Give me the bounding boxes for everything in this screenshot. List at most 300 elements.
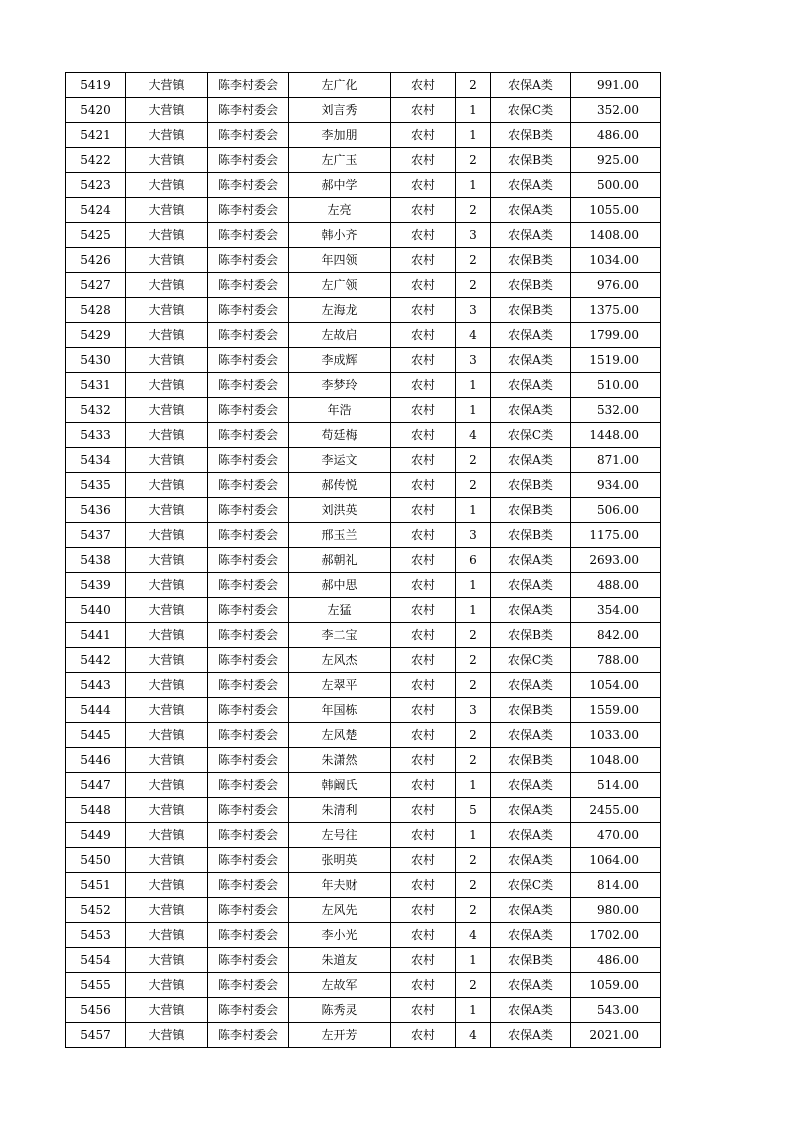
cell-amount: 871.00 <box>571 448 661 473</box>
cell-town: 大营镇 <box>126 323 208 348</box>
cell-town: 大营镇 <box>126 148 208 173</box>
cell-category: 农保A类 <box>491 198 571 223</box>
cell-name: 左风楚 <box>289 723 391 748</box>
cell-name: 左风杰 <box>289 648 391 673</box>
cell-count: 1 <box>456 948 491 973</box>
cell-amount: 1059.00 <box>571 973 661 998</box>
cell-category: 农保A类 <box>491 998 571 1023</box>
cell-category: 农保A类 <box>491 548 571 573</box>
cell-id: 5438 <box>66 548 126 573</box>
table-row <box>66 123 661 148</box>
table-row <box>66 873 661 898</box>
cell-town: 大营镇 <box>126 873 208 898</box>
cell-town: 大营镇 <box>126 398 208 423</box>
cell-type: 农村 <box>391 773 456 798</box>
cell-village: 陈李村委会 <box>208 573 289 598</box>
cell-id: 5448 <box>66 798 126 823</box>
cell-town: 大营镇 <box>126 573 208 598</box>
cell-category: 农保A类 <box>491 923 571 948</box>
cell-count: 1 <box>456 498 491 523</box>
cell-type: 农村 <box>391 523 456 548</box>
cell-name: 苟廷梅 <box>289 423 391 448</box>
cell-id: 5427 <box>66 273 126 298</box>
cell-town: 大营镇 <box>126 173 208 198</box>
cell-category: 农保A类 <box>491 1023 571 1048</box>
cell-type: 农村 <box>391 723 456 748</box>
cell-category: 农保A类 <box>491 448 571 473</box>
cell-id: 5433 <box>66 423 126 448</box>
cell-name: 郝传悦 <box>289 473 391 498</box>
cell-village: 陈李村委会 <box>208 198 289 223</box>
cell-village: 陈李村委会 <box>208 248 289 273</box>
table-row <box>66 348 661 373</box>
cell-name: 李成辉 <box>289 348 391 373</box>
cell-category: 农保A类 <box>491 323 571 348</box>
cell-village: 陈李村委会 <box>208 1023 289 1048</box>
cell-name: 李小光 <box>289 923 391 948</box>
cell-amount: 980.00 <box>571 898 661 923</box>
cell-type: 农村 <box>391 623 456 648</box>
cell-category: 农保A类 <box>491 898 571 923</box>
cell-town: 大营镇 <box>126 673 208 698</box>
table-row <box>66 698 661 723</box>
cell-count: 1 <box>456 123 491 148</box>
cell-name: 左号往 <box>289 823 391 848</box>
cell-id: 5455 <box>66 973 126 998</box>
cell-name: 邢玉兰 <box>289 523 391 548</box>
cell-name: 左开芳 <box>289 1023 391 1048</box>
cell-village: 陈李村委会 <box>208 673 289 698</box>
cell-id: 5422 <box>66 148 126 173</box>
cell-amount: 1799.00 <box>571 323 661 348</box>
cell-village: 陈李村委会 <box>208 548 289 573</box>
cell-type: 农村 <box>391 473 456 498</box>
table-row <box>66 848 661 873</box>
cell-id: 5444 <box>66 698 126 723</box>
cell-id: 5441 <box>66 623 126 648</box>
benefits-table <box>65 72 661 1048</box>
cell-category: 农保B类 <box>491 123 571 148</box>
table-row <box>66 998 661 1023</box>
cell-town: 大营镇 <box>126 823 208 848</box>
cell-type: 农村 <box>391 648 456 673</box>
cell-count: 2 <box>456 473 491 498</box>
cell-category: 农保B类 <box>491 473 571 498</box>
table-row <box>66 373 661 398</box>
cell-id: 5450 <box>66 848 126 873</box>
table-row <box>66 648 661 673</box>
cell-town: 大营镇 <box>126 998 208 1023</box>
table-row <box>66 423 661 448</box>
cell-name: 李梦玲 <box>289 373 391 398</box>
cell-village: 陈李村委会 <box>208 623 289 648</box>
cell-id: 5423 <box>66 173 126 198</box>
cell-category: 农保A类 <box>491 823 571 848</box>
cell-type: 农村 <box>391 823 456 848</box>
cell-count: 5 <box>456 798 491 823</box>
cell-id: 5449 <box>66 823 126 848</box>
cell-count: 3 <box>456 348 491 373</box>
cell-name: 朱道友 <box>289 948 391 973</box>
cell-category: 农保A类 <box>491 573 571 598</box>
table-row <box>66 173 661 198</box>
cell-count: 1 <box>456 998 491 1023</box>
cell-category: 农保A类 <box>491 673 571 698</box>
cell-category: 农保B类 <box>491 698 571 723</box>
cell-name: 年国栋 <box>289 698 391 723</box>
table-row <box>66 273 661 298</box>
cell-type: 农村 <box>391 398 456 423</box>
cell-amount: 1448.00 <box>571 423 661 448</box>
cell-id: 5424 <box>66 198 126 223</box>
cell-amount: 842.00 <box>571 623 661 648</box>
cell-type: 农村 <box>391 998 456 1023</box>
table-row <box>66 148 661 173</box>
cell-count: 1 <box>456 98 491 123</box>
cell-village: 陈李村委会 <box>208 973 289 998</box>
cell-amount: 1702.00 <box>571 923 661 948</box>
cell-amount: 1064.00 <box>571 848 661 873</box>
cell-name: 年夫财 <box>289 873 391 898</box>
cell-amount: 500.00 <box>571 173 661 198</box>
cell-village: 陈李村委会 <box>208 323 289 348</box>
cell-count: 2 <box>456 148 491 173</box>
cell-amount: 1559.00 <box>571 698 661 723</box>
cell-type: 农村 <box>391 73 456 98</box>
cell-count: 2 <box>456 648 491 673</box>
cell-count: 3 <box>456 523 491 548</box>
cell-name: 韩阚氏 <box>289 773 391 798</box>
table-row <box>66 823 661 848</box>
table-row <box>66 473 661 498</box>
cell-amount: 991.00 <box>571 73 661 98</box>
cell-town: 大营镇 <box>126 698 208 723</box>
cell-type: 农村 <box>391 198 456 223</box>
cell-village: 陈李村委会 <box>208 373 289 398</box>
cell-count: 1 <box>456 573 491 598</box>
cell-town: 大营镇 <box>126 1023 208 1048</box>
cell-id: 5428 <box>66 298 126 323</box>
cell-id: 5426 <box>66 248 126 273</box>
table-row <box>66 1023 661 1048</box>
cell-type: 农村 <box>391 223 456 248</box>
table-row <box>66 298 661 323</box>
cell-village: 陈李村委会 <box>208 73 289 98</box>
cell-id: 5421 <box>66 123 126 148</box>
cell-name: 李运文 <box>289 448 391 473</box>
cell-count: 2 <box>456 448 491 473</box>
cell-category: 农保A类 <box>491 798 571 823</box>
cell-amount: 925.00 <box>571 148 661 173</box>
cell-id: 5447 <box>66 773 126 798</box>
table-row <box>66 748 661 773</box>
cell-village: 陈李村委会 <box>208 848 289 873</box>
cell-id: 5453 <box>66 923 126 948</box>
cell-amount: 976.00 <box>571 273 661 298</box>
cell-amount: 514.00 <box>571 773 661 798</box>
cell-count: 2 <box>456 73 491 98</box>
cell-count: 4 <box>456 1023 491 1048</box>
cell-category: 农保A类 <box>491 73 571 98</box>
table-row <box>66 323 661 348</box>
cell-id: 5437 <box>66 523 126 548</box>
table-row <box>66 773 661 798</box>
cell-village: 陈李村委会 <box>208 348 289 373</box>
cell-category: 农保A类 <box>491 348 571 373</box>
cell-name: 年浩 <box>289 398 391 423</box>
cell-category: 农保B类 <box>491 948 571 973</box>
cell-count: 2 <box>456 673 491 698</box>
cell-type: 农村 <box>391 548 456 573</box>
cell-town: 大营镇 <box>126 773 208 798</box>
cell-type: 农村 <box>391 698 456 723</box>
cell-type: 农村 <box>391 98 456 123</box>
cell-village: 陈李村委会 <box>208 723 289 748</box>
cell-type: 农村 <box>391 498 456 523</box>
cell-amount: 510.00 <box>571 373 661 398</box>
table-row <box>66 798 661 823</box>
cell-name: 朱潇然 <box>289 748 391 773</box>
cell-town: 大营镇 <box>126 798 208 823</box>
cell-type: 农村 <box>391 123 456 148</box>
cell-amount: 470.00 <box>571 823 661 848</box>
cell-id: 5439 <box>66 573 126 598</box>
cell-amount: 488.00 <box>571 573 661 598</box>
cell-name: 左海龙 <box>289 298 391 323</box>
cell-village: 陈李村委会 <box>208 273 289 298</box>
cell-category: 农保A类 <box>491 398 571 423</box>
cell-town: 大营镇 <box>126 748 208 773</box>
table-row <box>66 948 661 973</box>
cell-category: 农保A类 <box>491 848 571 873</box>
cell-category: 农保A类 <box>491 973 571 998</box>
cell-amount: 2021.00 <box>571 1023 661 1048</box>
cell-id: 5446 <box>66 748 126 773</box>
cell-type: 农村 <box>391 448 456 473</box>
cell-id: 5435 <box>66 473 126 498</box>
cell-type: 农村 <box>391 948 456 973</box>
cell-count: 3 <box>456 223 491 248</box>
cell-village: 陈李村委会 <box>208 873 289 898</box>
cell-count: 2 <box>456 873 491 898</box>
cell-type: 农村 <box>391 798 456 823</box>
cell-id: 5420 <box>66 98 126 123</box>
cell-village: 陈李村委会 <box>208 448 289 473</box>
cell-village: 陈李村委会 <box>208 798 289 823</box>
table-row <box>66 673 661 698</box>
cell-type: 农村 <box>391 898 456 923</box>
cell-category: 农保C类 <box>491 98 571 123</box>
cell-amount: 788.00 <box>571 648 661 673</box>
cell-id: 5442 <box>66 648 126 673</box>
cell-village: 陈李村委会 <box>208 98 289 123</box>
cell-name: 韩小齐 <box>289 223 391 248</box>
cell-count: 2 <box>456 723 491 748</box>
table-row <box>66 623 661 648</box>
cell-type: 农村 <box>391 573 456 598</box>
cell-name: 左故启 <box>289 323 391 348</box>
cell-village: 陈李村委会 <box>208 148 289 173</box>
cell-id: 5430 <box>66 348 126 373</box>
cell-town: 大营镇 <box>126 198 208 223</box>
cell-count: 2 <box>456 198 491 223</box>
cell-name: 左猛 <box>289 598 391 623</box>
cell-amount: 352.00 <box>571 98 661 123</box>
cell-name: 陈秀灵 <box>289 998 391 1023</box>
cell-category: 农保A类 <box>491 373 571 398</box>
cell-count: 6 <box>456 548 491 573</box>
cell-category: 农保B类 <box>491 498 571 523</box>
cell-count: 3 <box>456 698 491 723</box>
cell-amount: 506.00 <box>571 498 661 523</box>
cell-town: 大营镇 <box>126 648 208 673</box>
cell-name: 左翠平 <box>289 673 391 698</box>
cell-type: 农村 <box>391 748 456 773</box>
cell-category: 农保B类 <box>491 298 571 323</box>
cell-village: 陈李村委会 <box>208 698 289 723</box>
cell-amount: 486.00 <box>571 123 661 148</box>
table-row <box>66 198 661 223</box>
cell-id: 5431 <box>66 373 126 398</box>
cell-category: 农保B类 <box>491 148 571 173</box>
cell-category: 农保A类 <box>491 598 571 623</box>
cell-village: 陈李村委会 <box>208 998 289 1023</box>
cell-name: 左广化 <box>289 73 391 98</box>
cell-id: 5440 <box>66 598 126 623</box>
cell-village: 陈李村委会 <box>208 173 289 198</box>
table-row <box>66 598 661 623</box>
cell-amount: 1033.00 <box>571 723 661 748</box>
cell-name: 郝朝礼 <box>289 548 391 573</box>
cell-name: 左风先 <box>289 898 391 923</box>
cell-count: 1 <box>456 598 491 623</box>
cell-count: 2 <box>456 898 491 923</box>
cell-name: 刘洪英 <box>289 498 391 523</box>
cell-amount: 2693.00 <box>571 548 661 573</box>
cell-amount: 354.00 <box>571 598 661 623</box>
table-row <box>66 223 661 248</box>
table-row <box>66 73 661 98</box>
cell-type: 农村 <box>391 423 456 448</box>
cell-count: 2 <box>456 748 491 773</box>
table-row <box>66 98 661 123</box>
cell-id: 5454 <box>66 948 126 973</box>
table-row <box>66 523 661 548</box>
cell-type: 农村 <box>391 348 456 373</box>
cell-id: 5432 <box>66 398 126 423</box>
cell-town: 大营镇 <box>126 623 208 648</box>
table-row <box>66 923 661 948</box>
cell-category: 农保B类 <box>491 248 571 273</box>
cell-count: 2 <box>456 248 491 273</box>
cell-type: 农村 <box>391 598 456 623</box>
cell-id: 5436 <box>66 498 126 523</box>
cell-type: 农村 <box>391 673 456 698</box>
table-row <box>66 398 661 423</box>
cell-id: 5445 <box>66 723 126 748</box>
cell-name: 郝中思 <box>289 573 391 598</box>
cell-village: 陈李村委会 <box>208 948 289 973</box>
cell-type: 农村 <box>391 298 456 323</box>
cell-village: 陈李村委会 <box>208 923 289 948</box>
cell-town: 大营镇 <box>126 973 208 998</box>
cell-village: 陈李村委会 <box>208 773 289 798</box>
cell-amount: 1055.00 <box>571 198 661 223</box>
cell-category: 农保B类 <box>491 523 571 548</box>
cell-id: 5419 <box>66 73 126 98</box>
cell-count: 4 <box>456 323 491 348</box>
cell-id: 5457 <box>66 1023 126 1048</box>
cell-village: 陈李村委会 <box>208 523 289 548</box>
cell-category: 农保C类 <box>491 423 571 448</box>
cell-count: 1 <box>456 173 491 198</box>
cell-village: 陈李村委会 <box>208 598 289 623</box>
cell-category: 农保C类 <box>491 648 571 673</box>
cell-id: 5452 <box>66 898 126 923</box>
cell-count: 1 <box>456 373 491 398</box>
cell-village: 陈李村委会 <box>208 423 289 448</box>
cell-count: 4 <box>456 423 491 448</box>
cell-name: 左亮 <box>289 198 391 223</box>
table-row <box>66 548 661 573</box>
cell-type: 农村 <box>391 248 456 273</box>
cell-town: 大营镇 <box>126 373 208 398</box>
cell-amount: 486.00 <box>571 948 661 973</box>
cell-town: 大营镇 <box>126 498 208 523</box>
cell-id: 5443 <box>66 673 126 698</box>
cell-town: 大营镇 <box>126 223 208 248</box>
cell-town: 大营镇 <box>126 248 208 273</box>
cell-type: 农村 <box>391 873 456 898</box>
cell-town: 大营镇 <box>126 123 208 148</box>
cell-name: 年四领 <box>289 248 391 273</box>
cell-type: 农村 <box>391 323 456 348</box>
cell-village: 陈李村委会 <box>208 298 289 323</box>
cell-town: 大营镇 <box>126 723 208 748</box>
cell-category: 农保B类 <box>491 748 571 773</box>
cell-category: 农保A类 <box>491 773 571 798</box>
cell-category: 农保A类 <box>491 223 571 248</box>
cell-town: 大营镇 <box>126 598 208 623</box>
cell-name: 朱清利 <box>289 798 391 823</box>
cell-name: 郝中学 <box>289 173 391 198</box>
cell-town: 大营镇 <box>126 898 208 923</box>
cell-id: 5451 <box>66 873 126 898</box>
cell-count: 2 <box>456 623 491 648</box>
cell-amount: 532.00 <box>571 398 661 423</box>
cell-village: 陈李村委会 <box>208 823 289 848</box>
cell-count: 1 <box>456 823 491 848</box>
cell-id: 5456 <box>66 998 126 1023</box>
cell-category: 农保B类 <box>491 623 571 648</box>
cell-town: 大营镇 <box>126 348 208 373</box>
cell-amount: 2455.00 <box>571 798 661 823</box>
cell-name: 左广领 <box>289 273 391 298</box>
cell-amount: 1048.00 <box>571 748 661 773</box>
cell-amount: 1408.00 <box>571 223 661 248</box>
cell-name: 李加朋 <box>289 123 391 148</box>
cell-name: 李二宝 <box>289 623 391 648</box>
cell-town: 大营镇 <box>126 923 208 948</box>
cell-amount: 1375.00 <box>571 298 661 323</box>
cell-village: 陈李村委会 <box>208 398 289 423</box>
cell-amount: 543.00 <box>571 998 661 1023</box>
cell-town: 大营镇 <box>126 948 208 973</box>
cell-count: 2 <box>456 973 491 998</box>
cell-amount: 1034.00 <box>571 248 661 273</box>
cell-count: 1 <box>456 398 491 423</box>
cell-name: 左故军 <box>289 973 391 998</box>
